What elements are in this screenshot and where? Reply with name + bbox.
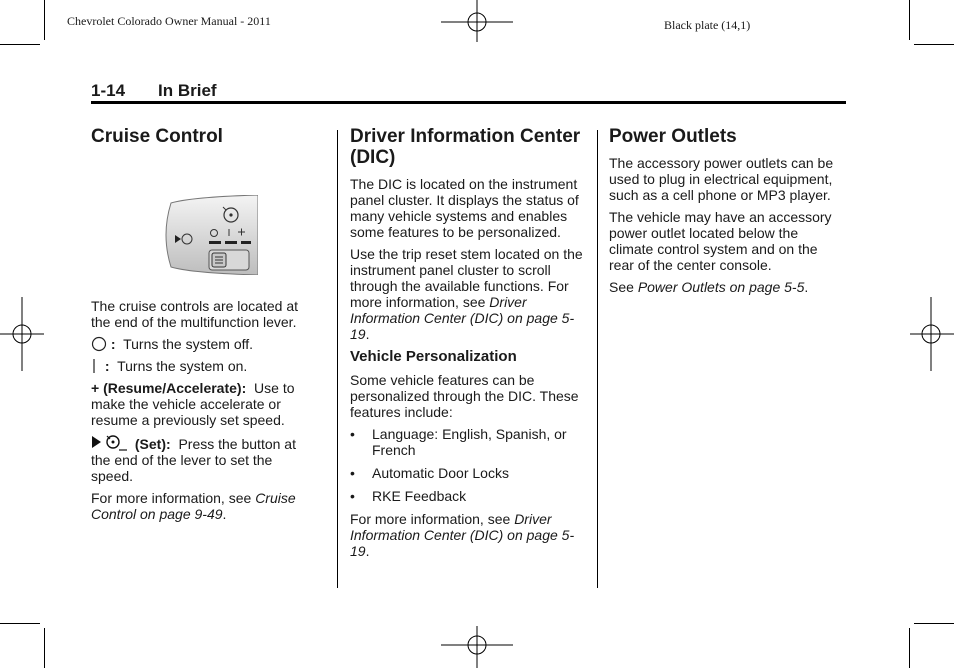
cruise-off-item: : Turns the system off. [91,336,313,352]
set-label: (Set): [134,436,171,452]
bullet-icon: • [350,488,355,504]
vehicle-personalization-heading: Vehicle Personalization [350,348,517,365]
dic-p3: Some vehicle features can be personalized through the DIC. These features include: [350,372,579,420]
column-divider-1 [337,130,338,588]
feature-list [350,426,588,504]
see-prefix: See [609,279,634,295]
section-number: 1-14 [91,81,126,100]
power-outlets-page-ref: Power Outlets on page 5-5 [637,279,805,295]
list-item [350,465,588,481]
list-item-text: Automatic Door Locks [372,465,509,481]
cruise-more-info [91,490,313,522]
cruise-resume-item [91,380,313,428]
more-info-prefix: For more information, see [91,490,252,506]
dic-p2-text: Use the trip reset stem located on the instrument panel cluster to scroll through the available functions. For more information, see [350,246,583,310]
bullet-icon: • [350,426,355,442]
more-info-suffix: . [365,543,370,559]
column-dic [350,126,588,565]
off-circle-icon [91,336,107,352]
cruise-set-item [91,434,313,484]
cruise-control-heading: Cruise Control [91,126,223,147]
dic-p2-suffix: . [365,326,370,342]
registration-mark-right [910,297,954,371]
power-p1: The accessory power outlets can be used to plug in electrical equipment, such as a cell phone or MP3 player. [609,155,834,203]
dic-page-ref: Driver Information Center (DIC) on page 5-19 [350,294,575,342]
plate-label: Black plate (14,1) [664,18,751,32]
cruise-on-text: Turns the system on. [117,358,248,374]
cruise-off-text: Turns the system off. [123,336,254,352]
dic-page-ref-2: Driver Information Center (DIC) on page 5-19 [350,511,575,559]
registration-mark-top [441,0,513,42]
power-outlets-heading: Power Outlets [609,126,737,147]
power-p2: The vehicle may have an accessory power outlet located below the climate control system and on the rear of the center console. [609,209,832,273]
section-rule [91,101,846,104]
section-title: In Brief [158,81,217,100]
registration-mark-bottom [441,626,513,668]
cruise-control-page-ref: Cruise Control on page 9-49 [91,490,296,522]
column-cruise-control [91,126,313,528]
dic-more-info [350,511,588,559]
dic-p2 [350,246,588,342]
bullet-icon: • [350,465,355,481]
dic-heading: Driver Information Center (DIC) [350,126,581,168]
set-text: Press the button at the end of the lever to set the speed. [91,436,296,484]
dic-p1: The DIC is located on the instrument panel cluster. It displays the status of many vehicle systems and enables some features to be personalized. [350,176,579,240]
list-item [350,488,588,504]
registration-mark-left [0,297,44,371]
on-bar-icon [91,358,101,374]
cruise-intro: The cruise controls are located at the end of the multifunction lever. [91,298,298,330]
column-power-outlets [609,126,846,301]
more-info-suffix: . [222,506,227,522]
more-info-prefix: For more information, see [350,511,511,527]
cruise-on-item: : Turns the system on. [91,358,313,374]
resume-text: Use to make the vehicle accelerate or resume a previously set speed. [91,380,295,428]
cruise-lever-illustration [161,195,258,275]
list-item [350,426,588,458]
column-divider-2 [597,130,598,588]
list-item-text: Language: English, Spanish, or French [372,426,567,458]
power-see [609,279,846,295]
manual-title: Chevrolet Colorado Owner Manual - 2011 [67,14,271,28]
section-header [91,81,217,101]
list-item-text: RKE Feedback [372,488,467,504]
set-cruise-icon [91,434,131,452]
see-suffix: . [804,279,809,295]
resume-label: + (Resume/Accelerate): [91,380,247,396]
